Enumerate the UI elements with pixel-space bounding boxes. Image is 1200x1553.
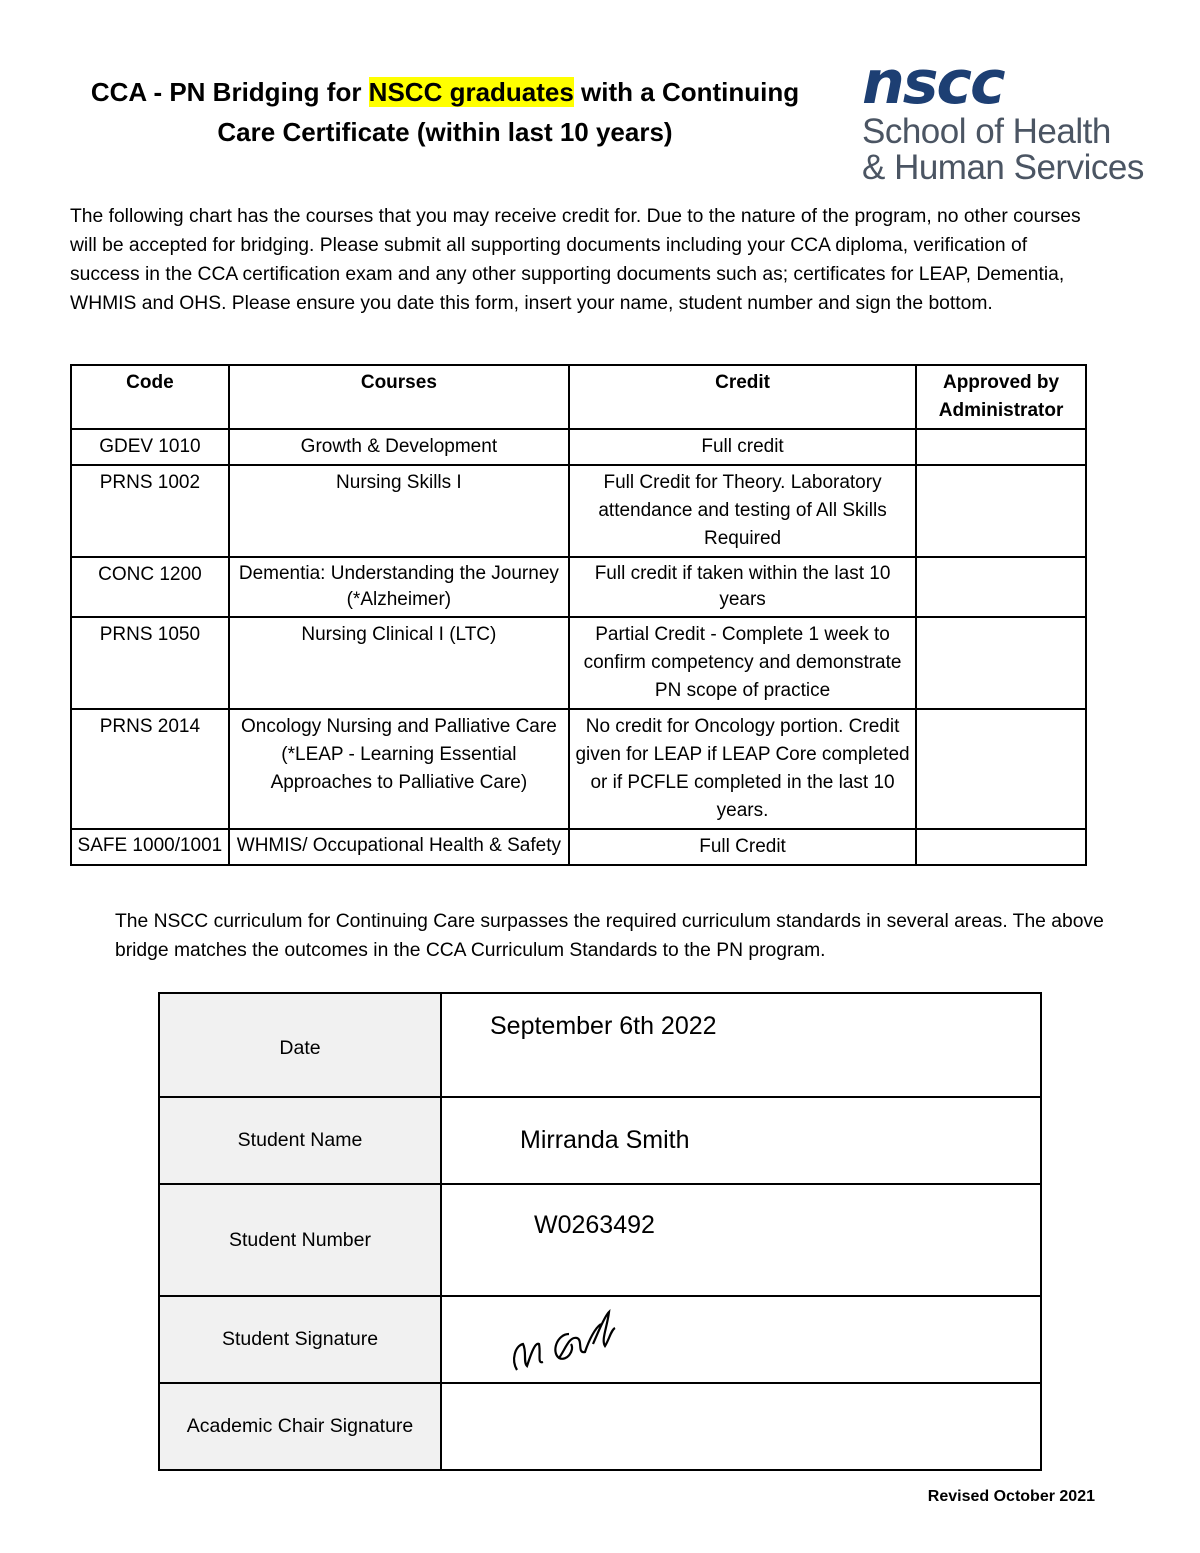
logo-line-2: & Human Services: [862, 148, 1144, 187]
student-signature-field[interactable]: [441, 1296, 1041, 1383]
course-name: Oncology Nursing and Palliative Care (*LEAP - Learning Essential Approaches to Palliative Care): [229, 709, 569, 829]
course-credit: Full credit if taken within the last 10 years: [569, 557, 916, 617]
header-courses: Courses: [229, 365, 569, 429]
approval-cell[interactable]: [916, 829, 1086, 865]
signature-form: [158, 992, 1042, 1471]
course-credit: No credit for Oncology portion. Credit given for LEAP if LEAP Core completed or if PCFLE completed in the last 10 years.: [569, 709, 916, 829]
intro-paragraph: The following chart has the courses that you may receive credit for. Due to the nature of the program, no other courses will be accepted for bridging. Please submit all supporting documents including your CCA diploma, verification of success in the CCA certification exam and any other supporting documents such as; certificates for LEAP, Dementia, WHMIS and OHS. Please ensure you date this form, insert your name, student number and sign the bottom.: [70, 206, 1081, 314]
document-title: [60, 72, 830, 152]
header-approved: Approved by Administrator: [916, 365, 1086, 429]
approval-cell[interactable]: [916, 709, 1086, 829]
title-highlight: NSCC graduates: [368, 77, 574, 107]
approval-cell[interactable]: [916, 429, 1086, 465]
form-row-signature: [159, 1296, 1041, 1383]
student-name-label: Student Name: [159, 1097, 441, 1184]
student-number-field[interactable]: W0263492: [441, 1184, 1041, 1296]
form-row-name: [159, 1097, 1041, 1184]
approval-cell[interactable]: [916, 617, 1086, 709]
table-row: [71, 429, 1086, 465]
course-code: GDEV 1010: [71, 429, 229, 465]
course-code: PRNS 1050: [71, 617, 229, 709]
table-row: [71, 709, 1086, 829]
course-name: Nursing Skills I: [229, 465, 569, 557]
logo-line-1: School of Health: [862, 112, 1111, 151]
table-row: [71, 465, 1086, 557]
academic-chair-signature-field[interactable]: [441, 1383, 1041, 1470]
signature-image: [505, 1300, 645, 1380]
table-header-row: [71, 365, 1086, 429]
header-credit: Credit: [569, 365, 916, 429]
student-name-field[interactable]: Mirranda Smith: [441, 1097, 1041, 1184]
course-name: Nursing Clinical I (LTC): [229, 617, 569, 709]
title-line-2: Care Certificate (within last 10 years): [217, 117, 673, 147]
course-code: PRNS 1002: [71, 465, 229, 557]
logo-wordmark: nscc: [862, 48, 1004, 118]
title-line-1: CCA - PN Bridging for NSCC graduates with a Continuing: [90, 77, 800, 107]
form-row-date: [159, 993, 1041, 1097]
course-credit: Full Credit for Theory. Laboratory attendance and testing of All Skills Required: [569, 465, 916, 557]
student-number-label: Student Number: [159, 1184, 441, 1296]
course-name: WHMIS/ Occupational Health & Safety: [229, 829, 569, 865]
table-row: [71, 829, 1086, 865]
course-code: SAFE 1000/1001: [71, 829, 229, 865]
course-credit: Full credit: [569, 429, 916, 465]
course-credit: Partial Credit - Complete 1 week to confirm competency and demonstrate PN scope of practice: [569, 617, 916, 709]
date-label: Date: [159, 993, 441, 1097]
table-row: [71, 557, 1086, 617]
student-signature-label: Student Signature: [159, 1296, 441, 1383]
revision-date: Revised October 2021: [927, 1488, 1095, 1505]
approval-cell[interactable]: [916, 465, 1086, 557]
course-code: PRNS 2014: [71, 709, 229, 829]
academic-chair-label: Academic Chair Signature: [159, 1383, 441, 1470]
header-code: Code: [71, 365, 229, 429]
table-row: [71, 617, 1086, 709]
form-row-number: [159, 1184, 1041, 1296]
form-row-chair: [159, 1383, 1041, 1470]
course-code: CONC 1200: [71, 557, 229, 617]
course-name: Growth & Development: [229, 429, 569, 465]
nscc-logo: [862, 48, 1162, 187]
date-field[interactable]: September 6th 2022: [441, 993, 1041, 1097]
curriculum-note: The NSCC curriculum for Continuing Care surpasses the required curriculum standards in several areas. The above bridge matches the outcomes in the CCA Curriculum Standards to the PN program.: [115, 911, 1104, 961]
approval-cell[interactable]: [916, 557, 1086, 617]
course-credit: Full Credit: [569, 829, 916, 865]
credit-table: [70, 364, 1087, 866]
course-name: Dementia: Understanding the Journey (*Alzheimer): [229, 557, 569, 617]
